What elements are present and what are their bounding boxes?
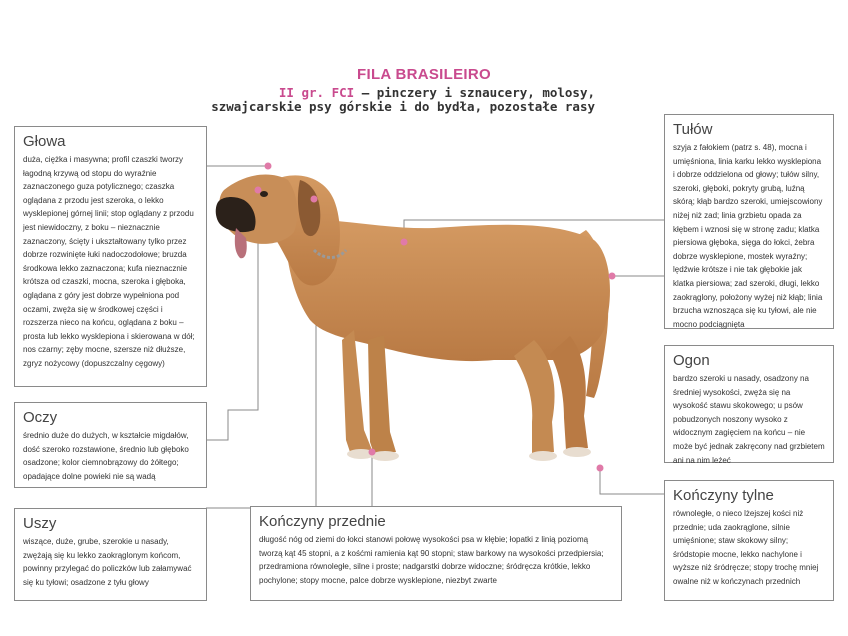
section-ogon-text: bardzo szeroki u nasady, osadzony na średniej wysokości, zwęża się na wysokość stawu skokowego; u psów pobudzonych noszony wysoko z widocznym zagięciem na końcu – nie może być jednak zakręcony nad grzbietem ani na nim leżeć [673, 374, 825, 465]
section-oczy [14, 402, 207, 488]
marker-oczy [255, 187, 262, 194]
marker-uszy [311, 196, 318, 203]
section-konczyny-przednie [250, 506, 622, 601]
section-glowa [14, 126, 207, 387]
marker-konczyny-tylne [597, 465, 604, 472]
marker-glowa [265, 163, 272, 170]
section-ogon [664, 345, 834, 463]
marker-ogon [609, 273, 616, 280]
section-tulow-title: Tułów [673, 121, 713, 138]
section-ogon-title: Ogon [673, 352, 710, 369]
section-oczy-text: średnio duże do dużych, w kształcie migdałów, dość szeroko rozstawione, średnio lub głęboko osadzone; kolor ciemnobrązowy do żółtego; opadające dolne powieki nie są wadą [23, 431, 189, 481]
section-konczyny-przednie-text: długość nóg od ziemi do łokci stanowi połowę wysokości psa w kłębie; łopatki z linią poziomą tworzą kąt 45 stopni, a z kośćmi ramienia kąt 90 stopni; staw barkowy na wysokości przedpiersia; przedramiona równoległe, silne i proste; nadgarstki dobrze widoczne; śródręcza krótkie, lekko pochylone; stopy mocne, palce dobrze wysklepione, niezbyt zwarte [259, 535, 604, 585]
subtitle-line2: szwajcarskie psy górskie i do bydła, pozostałe rasy [211, 99, 595, 114]
section-uszy-text: wiszące, duże, grube, szerokie u nasady, zwężają się ku lekko zaokrąglonym końcom, powinny przylegać do policzków lub załamywać się ku tyłowi; osadzone z tyłu głowy [23, 537, 192, 587]
section-uszy [14, 508, 207, 601]
marker-konczyny-przednie [369, 449, 376, 456]
page-title: FILA BRASILEIRO [357, 66, 491, 83]
section-oczy-title: Oczy [23, 409, 58, 426]
section-glowa-text: duża, ciężka i masywna; profil czaszki tworzy łagodną krzywą od stopu do wyraźnie zaznaczonego guza potylicznego; czaszka oglądana z przodu jest szeroka, o lekko wysklepionej górnej linii; stop oglądany z przodu jest niewidoczny, z boku – nieznacznie zaznaczony, ścięty i ukształtowany tylko przez dobrze rozwinięte łuki nadoczodołowe; bruzda środkowa lekko zaznaczona; kufa nieznacznie krótsza od czaszki, mocna, szeroka i głęboka, oglądana z góry jest dobrze wypełniona pod oczami, zwęża się w środkowej części i rozszerza nieco na końcu, oglądana z boku – prosta lub lekko wysklepiona i skierowana w dół; nos czarny; zęby mocne, szersze niż dłuższe, zgryz nożycowy (dopuszczalny cęgowy) [23, 155, 195, 368]
section-konczyny-tylne [664, 480, 834, 601]
section-tulow [664, 114, 834, 329]
section-uszy-title: Uszy [23, 515, 57, 532]
section-glowa-title: Głowa [23, 133, 66, 150]
section-konczyny-przednie-title: Kończyny przednie [259, 513, 386, 530]
section-konczyny-tylne-text: równoległe, o nieco lżejszej kości niż przednie; uda zaokrąglone, silnie umięśnione; staw skokowy silny; śródstopie mocne, lekko nachylone i wyższe niż śródręcze; stopy trochę mniej owalne niż w kończynach przednich [673, 509, 819, 586]
subtitle-line1: – pinczery i sznaucery, molosy, [354, 85, 595, 100]
marker-tulow [401, 239, 408, 246]
fci-group: II gr. FCI [278, 85, 355, 100]
section-konczyny-tylne-title: Kończyny tylne [673, 487, 774, 504]
section-tulow-text: szyja z fałokiem (patrz s. 48), mocna i umięśniona, linia karku lekko wysklepiona i dobrze oddzielona od głowy; tułów silny, szeroki, głęboki, pokryty grubą, luźną skórą; kłąb bardzo szeroki, umiejscowiony niżej niż zad; linia grzbietu opada za kłębem i wznosi się w stronę zadu; klatka piersiowa głęboka, sięga do łokci, żebra dobrze wysklepione, mostek wyraźny; lędźwie krótsze i nie tak głębokie jak klatka piersiowa; zad szeroki, długi, lekko zaokrąglony, położony wyżej niż kłąb; linia brzucha wznosząca się ku tyłowi, ale nie mocno podciągnięta [673, 143, 823, 329]
